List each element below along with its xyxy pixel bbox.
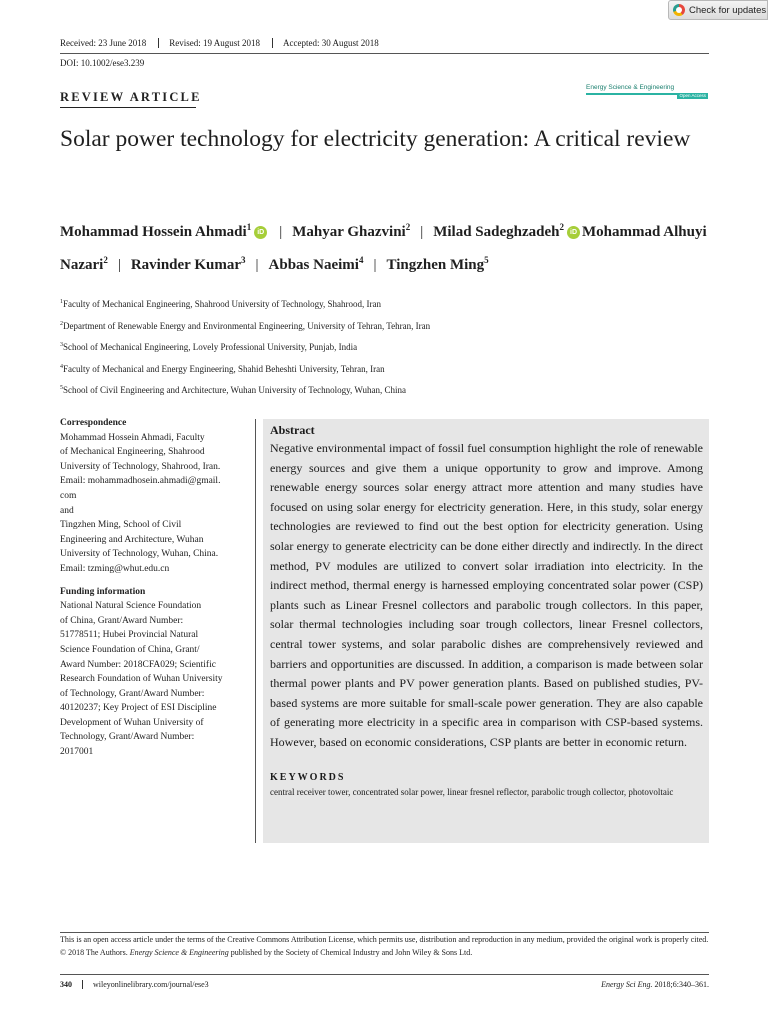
affiliations: [60, 293, 430, 401]
orcid-icon[interactable]: iD: [567, 226, 580, 239]
funding-line: Development of Wuhan University of: [60, 717, 204, 728]
author-name[interactable]: Mohammad Alhuyi Nazari: [60, 224, 707, 273]
author-affil-sup: 3: [241, 255, 246, 265]
author-separator: |: [279, 224, 283, 240]
affiliation-item: [60, 293, 430, 315]
affiliation-sup: 5: [60, 385, 63, 391]
journal-url[interactable]: wileyonlinelibrary.com/journal/ese3: [93, 980, 209, 989]
author-separator: |: [255, 257, 259, 273]
correspondence-line: University of Technology, Wuhan, China.: [60, 549, 219, 560]
article-title: Solar power technology for electricity generation: A critical review: [60, 126, 691, 152]
correspondence-line: Tingzhen Ming, School of Civil: [60, 520, 182, 531]
author-separator: |: [420, 224, 424, 240]
author-affil-sup: 2: [103, 255, 108, 265]
copyright-prefix: © 2018 The Authors.: [60, 947, 128, 957]
author-name[interactable]: Mahyar Ghazvini: [292, 224, 406, 240]
funding-line: Research Foundation of Wuhan University: [60, 674, 223, 685]
page-footer-rule: [60, 974, 709, 975]
correspondence-email-cont[interactable]: com: [60, 490, 77, 501]
funding-line: Technology, Grant/Award Number:: [60, 732, 195, 743]
author-affil-sup: 1: [246, 222, 252, 232]
footnote-rule: [60, 932, 709, 933]
page-number: 340: [60, 980, 83, 989]
copyright-line: [60, 947, 712, 960]
affiliation-item: [60, 336, 430, 358]
abstract-heading: Abstract: [270, 423, 315, 437]
orcid-icon[interactable]: iD: [254, 226, 267, 239]
copyright-journal: Energy Science & Engineering: [129, 947, 229, 957]
author-affil-sup: 2: [559, 222, 564, 232]
affiliation-text: School of Mechanical Engineering, Lovely Professional University, Punjab, India: [63, 342, 358, 352]
page-footer: [60, 980, 709, 989]
author-list: [60, 213, 720, 279]
correspondence-heading: Correspondence: [60, 418, 127, 428]
correspondence-line: Engineering and Architecture, Wuhan: [60, 534, 204, 545]
author-name[interactable]: Milad Sadeghzadeh: [433, 224, 560, 240]
author-affil-sup: 5: [484, 255, 489, 265]
open-access-badge: Open Access: [679, 93, 706, 98]
spacer: [60, 577, 250, 585]
citation-volume: 2018;6:340–361.: [654, 980, 709, 989]
keywords-text: central receiver tower, concentrated solar power, linear fresnel reflector, parabolic trough collector, photovoltaic: [270, 786, 674, 797]
author-separator: |: [117, 257, 121, 273]
check-for-updates-button[interactable]: [668, 0, 768, 20]
license-footnote: [60, 934, 712, 959]
funding-line: 2017001: [60, 747, 94, 758]
accepted-date: Accepted: 30 August 2018: [272, 38, 391, 48]
column-divider: [255, 419, 256, 843]
funding-line: 51778511; Hubei Provincial Natural: [60, 630, 199, 641]
copyright-suffix: published by the Society of Chemical Industry and John Wiley & Sons Ltd.: [230, 947, 473, 957]
correspondence-line: of Mechanical Engineering, Shahrood: [60, 447, 205, 458]
affiliation-sup: 1: [60, 299, 63, 305]
keywords-heading: KEYWORDS: [270, 771, 346, 783]
correspondence-line: and: [60, 505, 74, 516]
check-for-updates-label: Check for updates: [689, 4, 767, 16]
author-affil-sup: 2: [405, 222, 411, 232]
affiliation-text: Faculty of Mechanical Engineering, Shahrood University of Technology, Shahrood, Iran: [63, 299, 382, 309]
author-name[interactable]: Abbas Naeimi: [268, 257, 359, 273]
citation: [601, 980, 709, 989]
author-name[interactable]: Mohammad Hossein Ahmadi: [60, 224, 247, 240]
author-name[interactable]: Tingzhen Ming: [386, 257, 485, 273]
correspondence-line: Mohammad Hossein Ahmadi, Faculty: [60, 432, 205, 443]
correspondence-line: University of Technology, Shahrood, Iran.: [60, 461, 221, 472]
affiliation-item: [60, 315, 430, 337]
funding-line: National Natural Science Foundation: [60, 601, 202, 612]
journal-name: Energy Science & Engineering: [586, 84, 675, 91]
journal-logo-bar: [586, 93, 708, 101]
affiliation-text: School of Civil Engineering and Architecture, Wuhan University of Technology, Wuhan, China: [63, 385, 406, 395]
correspondence-column: [60, 416, 250, 760]
affiliation-item: [60, 358, 430, 380]
citation-journal: Energy Sci Eng.: [601, 980, 653, 989]
author-separator: |: [373, 257, 377, 273]
correspondence-email[interactable]: Email: mohammadhosein.ahmadi@gmail.: [60, 476, 221, 487]
funding-line: Science Foundation of China, Grant/: [60, 644, 200, 655]
history-dates: [60, 38, 391, 48]
revised-date: Revised: 19 August 2018: [158, 38, 272, 48]
funding-line: 40120237; Key Project of ESI Discipline: [60, 703, 217, 714]
affiliation-text: Faculty of Mechanical and Energy Engineering, Shahid Beheshti University, Tehran, Iran: [63, 363, 385, 374]
funding-line: of Technology, Grant/Award Number:: [60, 688, 205, 699]
affiliation-text: Department of Renewable Energy and Environmental Engineering, University of Tehran, Tehran, Iran: [63, 320, 431, 331]
funding-heading: Funding information: [60, 586, 146, 597]
journal-logo: [586, 84, 708, 101]
received-date: Received: 23 June 2018: [60, 38, 147, 48]
correspondence-email[interactable]: Email: tzming@whut.edu.cn: [60, 563, 170, 574]
crossmark-icon: [673, 4, 685, 16]
header-rule: [60, 53, 709, 54]
abstract-text: Negative environmental impact of fossil fuel consumption highlight the role of renewable energy sources and give them a unique opportunity to grow and improve. Among renewable energy sources solar energy attract more attention and many studies have focused on using solar energy for electricity generation. Here, in this study, solar energy technologies are reviewed to find out the best option for electricity generation. Using solar energy to generate electricity can be done either directly and indirectly. In the direct method, PV modules are utilized to convert solar irradiation into electricity. In the indirect method, thermal energy is harnessed employing concentrated solar power (CSP) plants such as Linear Fresnel collectors and parabolic trough collectors. In this paper, solar thermal technologies including soar trough collectors, linear Fresnel collectors, central tower systems, and solar parabolic dishes are comprehensively reviewed and barriers and opportunities are discussed. In addition, a comparison is made between solar thermal power plants and PV power generation plants. Based on published studies, PV-based systems are more suitable for small-scale power generation. They are also capable of generating more electricity in a specific area in comparison with CSP-based systems. However, based on economic considerations, CSP plants are better in economic return.: [270, 441, 703, 749]
doi[interactable]: DOI: 10.1002/ese3.239: [60, 58, 145, 68]
abstract-box: [263, 419, 709, 843]
funding-line: Award Number: 2018CFA029; Scientific: [60, 659, 216, 670]
article-type-underline: [60, 107, 196, 108]
affiliation-item: [60, 379, 430, 401]
funding-line: of China, Grant/Award Number:: [60, 615, 184, 626]
article-type: REVIEW ARTICLE: [60, 90, 202, 104]
author-name[interactable]: Ravinder Kumar: [130, 257, 241, 273]
license-text: This is an open access article under the terms of the Creative Commons Attribution License, which permits use, distribution and reproduction in any medium, provided the original work is properly cited.: [60, 935, 709, 944]
author-affil-sup: 4: [358, 255, 364, 265]
affiliation-sup: 4: [60, 363, 63, 370]
affiliation-sup: 2: [60, 320, 63, 327]
affiliation-sup: 3: [60, 342, 63, 348]
